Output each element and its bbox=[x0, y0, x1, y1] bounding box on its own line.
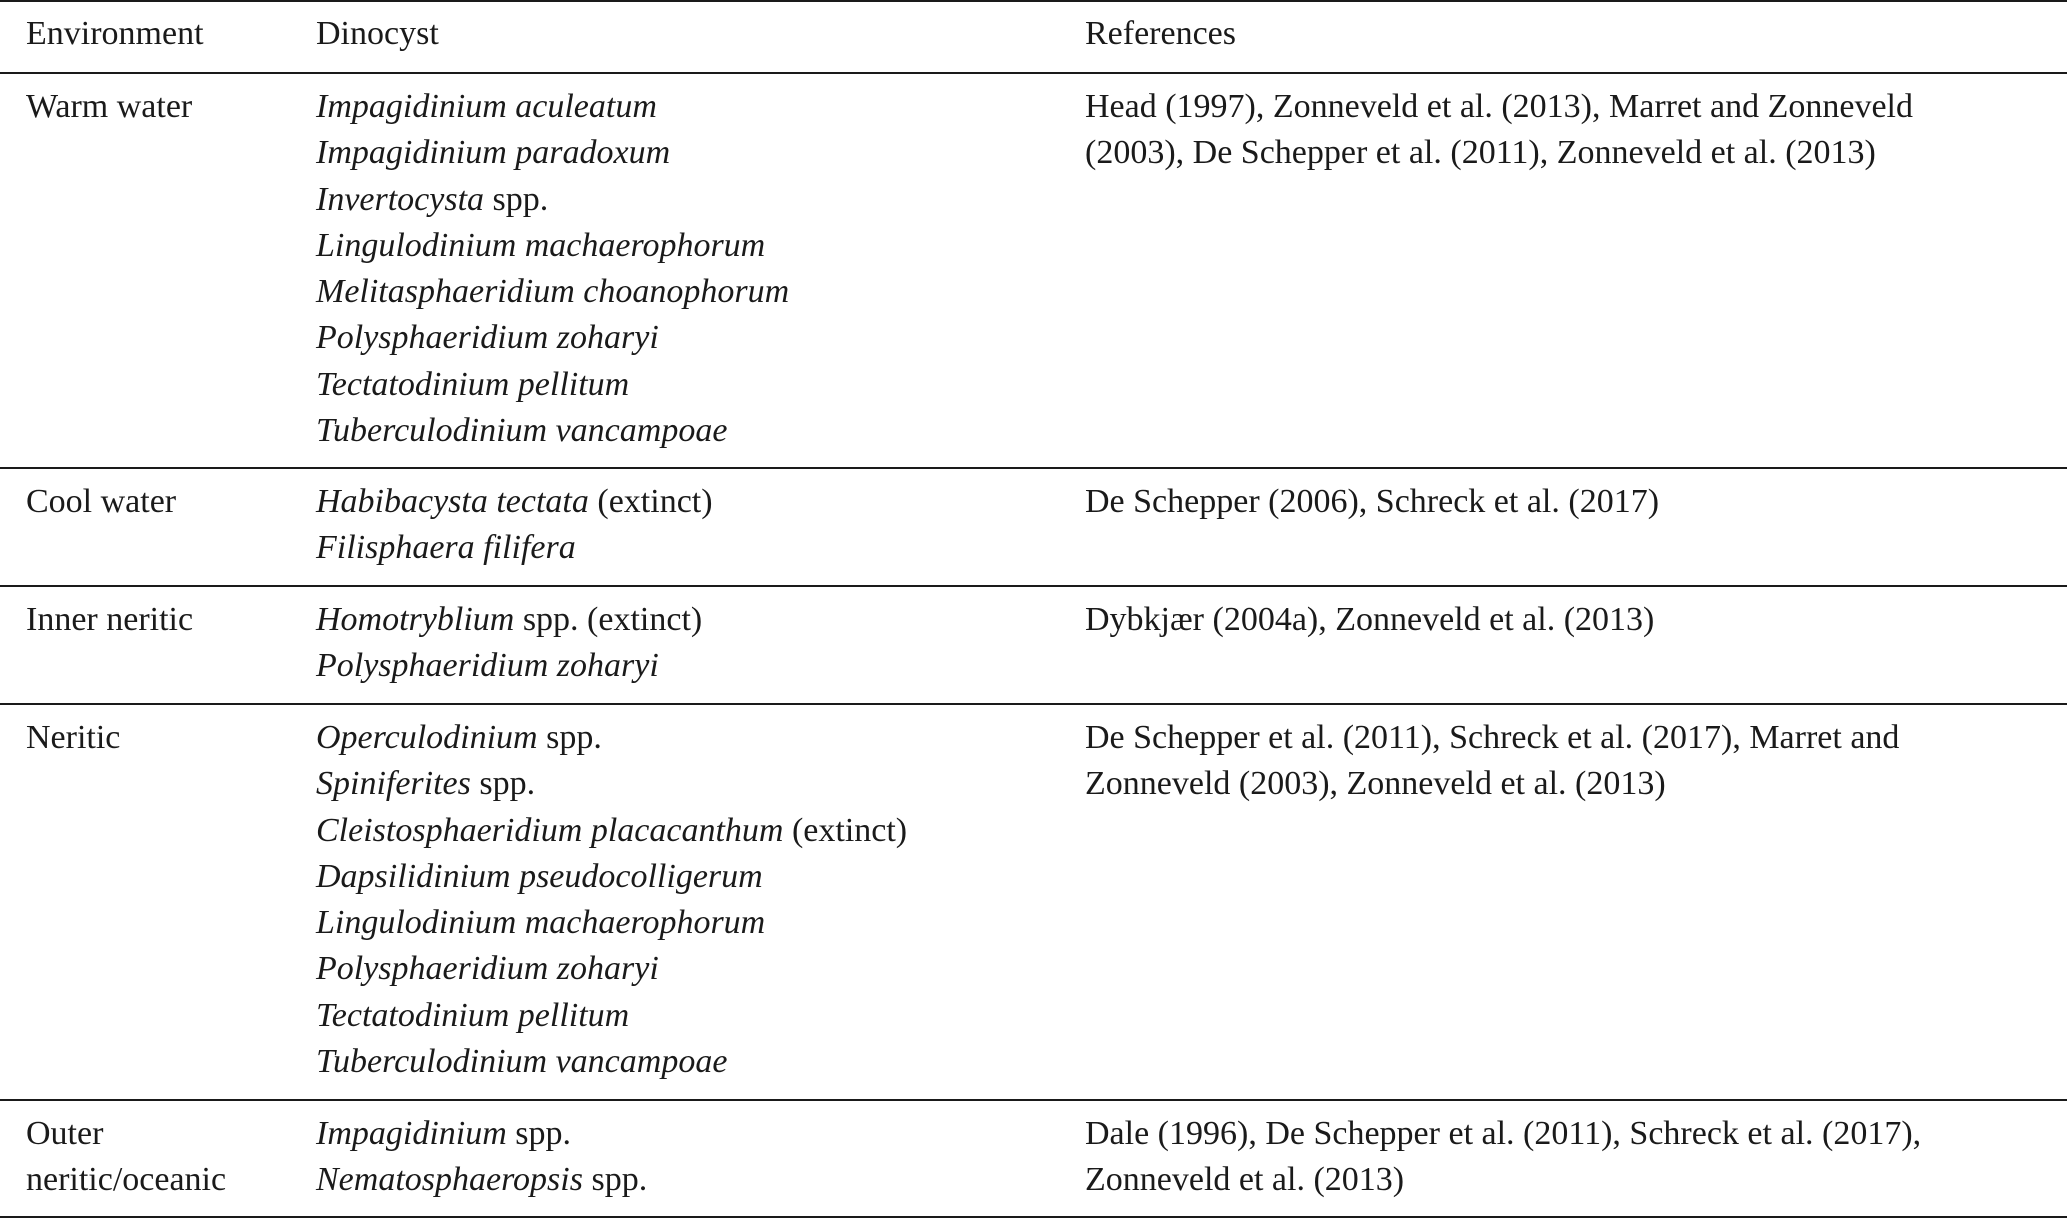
taxon-name: Homotryblium bbox=[316, 601, 515, 638]
top-rule bbox=[0, 0, 2067, 2]
dinocyst-entry bbox=[316, 854, 907, 900]
row-warm-water-references bbox=[1085, 84, 1913, 177]
taxon-name: Spiniferites bbox=[316, 765, 471, 803]
dinocyst-entry bbox=[316, 479, 713, 525]
row-neritic-environment bbox=[26, 715, 120, 761]
dinocyst-entry bbox=[316, 177, 789, 223]
dinocyst-entry bbox=[316, 993, 907, 1039]
header-rule bbox=[0, 72, 2067, 74]
taxon-suffix: spp. (extinct) bbox=[514, 601, 703, 638]
row-inner-neritic-environment bbox=[26, 597, 193, 643]
environment-line: Cool water bbox=[26, 483, 177, 520]
dinocyst-entry bbox=[316, 1039, 907, 1085]
reference-line: Head (1997), Zonneveld et al. (2013), Marret and Zonneveld bbox=[1085, 88, 1913, 125]
taxon-name: Polysphaeridium zoharyi bbox=[316, 950, 659, 988]
taxon-name: Tectatodinium pellitum bbox=[316, 996, 630, 1034]
taxon-suffix: (extinct) bbox=[783, 811, 908, 849]
row-warm-water-environment bbox=[26, 84, 192, 130]
dinocyst-entry bbox=[316, 715, 907, 761]
dinocyst-entry bbox=[316, 946, 907, 992]
row-cool-water-environment bbox=[26, 479, 176, 525]
taxon-suffix: spp. bbox=[537, 719, 602, 756]
environment-line: Outer bbox=[26, 1115, 104, 1152]
header-environment: Environment bbox=[26, 15, 204, 52]
taxon-name: Lingulodinium machaerophorum bbox=[316, 226, 766, 264]
taxon-name: Impagidinium paradoxum bbox=[316, 134, 671, 172]
reference-line: Zonneveld et al. (2013) bbox=[1085, 1161, 1405, 1199]
dinocyst-entry bbox=[316, 761, 907, 807]
dinocyst-entry bbox=[316, 269, 789, 315]
dinocyst-entry bbox=[316, 1111, 647, 1157]
taxon-name: Invertocysta bbox=[316, 180, 485, 218]
taxon-name: Tuberculodinium vancampoae bbox=[316, 412, 728, 450]
dinocyst-entry bbox=[316, 223, 789, 269]
dinocyst-entry bbox=[316, 643, 702, 689]
row-rule bbox=[0, 703, 2067, 705]
header-dinocyst: Dinocyst bbox=[316, 15, 439, 52]
row-outer-neritic-dinocysts bbox=[316, 1111, 647, 1204]
environment-line: Neritic bbox=[26, 719, 121, 756]
taxon-name: Polysphaeridium zoharyi bbox=[316, 647, 659, 685]
taxon-name: Polysphaeridium zoharyi bbox=[316, 319, 659, 357]
taxon-name: Impagidinium bbox=[316, 1115, 507, 1152]
row-outer-neritic-environment bbox=[26, 1111, 226, 1204]
dinocyst-entry bbox=[316, 597, 702, 643]
taxon-name: Habibacysta tectata bbox=[316, 483, 589, 520]
taxon-name: Filisphaera filifera bbox=[316, 529, 576, 567]
header-references: References bbox=[1085, 15, 1237, 52]
dinocyst-entry bbox=[316, 525, 713, 571]
taxon-name: Cleistosphaeridium placacanthum bbox=[316, 811, 784, 849]
reference-line: De Schepper (2006), Schreck et al. (2017) bbox=[1085, 483, 1660, 520]
row-rule bbox=[0, 1099, 2067, 1101]
taxon-suffix: spp. bbox=[470, 765, 536, 803]
environment-line: Inner neritic bbox=[26, 601, 194, 638]
environment-line: neritic/oceanic bbox=[26, 1161, 227, 1199]
taxon-name: Lingulodinium machaerophorum bbox=[316, 904, 766, 942]
taxon-name: Melitasphaeridium choanophorum bbox=[316, 273, 790, 311]
taxon-name: Dapsilidinium pseudocolligerum bbox=[316, 857, 763, 895]
reference-line: De Schepper et al. (2011), Schreck et al. (2017), Marret and bbox=[1085, 719, 1900, 756]
reference-line: Dybkjær (2004a), Zonneveld et al. (2013) bbox=[1085, 601, 1655, 638]
dinocyst-entry bbox=[316, 130, 789, 176]
dinocyst-entry bbox=[316, 84, 789, 130]
row-inner-neritic-references bbox=[1085, 597, 1654, 643]
taxon-name: Nematosphaeropsis bbox=[316, 1161, 583, 1199]
dinocyst-entry bbox=[316, 900, 907, 946]
reference-line: Dale (1996), De Schepper et al. (2011), Schreck et al. (2017), bbox=[1085, 1115, 1922, 1152]
row-rule bbox=[0, 585, 2067, 587]
row-rule bbox=[0, 467, 2067, 469]
taxon-name: Impagidinium aculeatum bbox=[316, 88, 657, 125]
taxon-suffix: (extinct) bbox=[588, 483, 713, 520]
dinocyst-entry bbox=[316, 315, 789, 361]
taxon-suffix: spp. bbox=[506, 1115, 572, 1152]
dinocyst-entry bbox=[316, 362, 789, 408]
dinocyst-entry bbox=[316, 408, 789, 454]
reference-line: (2003), De Schepper et al. (2011), Zonneveld et al. (2013) bbox=[1085, 134, 1876, 172]
row-neritic-dinocysts bbox=[316, 715, 907, 1085]
reference-line: Zonneveld (2003), Zonneveld et al. (2013) bbox=[1085, 765, 1666, 803]
row-neritic-references bbox=[1085, 715, 1899, 808]
taxon-suffix: spp. bbox=[484, 180, 549, 218]
dinocyst-entry bbox=[316, 808, 907, 854]
row-cool-water-dinocysts bbox=[316, 479, 713, 572]
taxon-name: Tuberculodinium vancampoae bbox=[316, 1043, 728, 1081]
bottom-rule bbox=[0, 1216, 2067, 1218]
dinocyst-entry bbox=[316, 1157, 647, 1203]
row-warm-water-dinocysts bbox=[316, 84, 789, 454]
environment-line: Warm water bbox=[26, 88, 193, 125]
taxon-name: Tectatodinium pellitum bbox=[316, 365, 630, 403]
row-cool-water-references bbox=[1085, 479, 1659, 525]
row-inner-neritic-dinocysts bbox=[316, 597, 702, 690]
row-outer-neritic-references bbox=[1085, 1111, 1921, 1204]
taxon-name: Operculodinium bbox=[316, 719, 538, 756]
taxon-suffix: spp. bbox=[582, 1161, 648, 1199]
